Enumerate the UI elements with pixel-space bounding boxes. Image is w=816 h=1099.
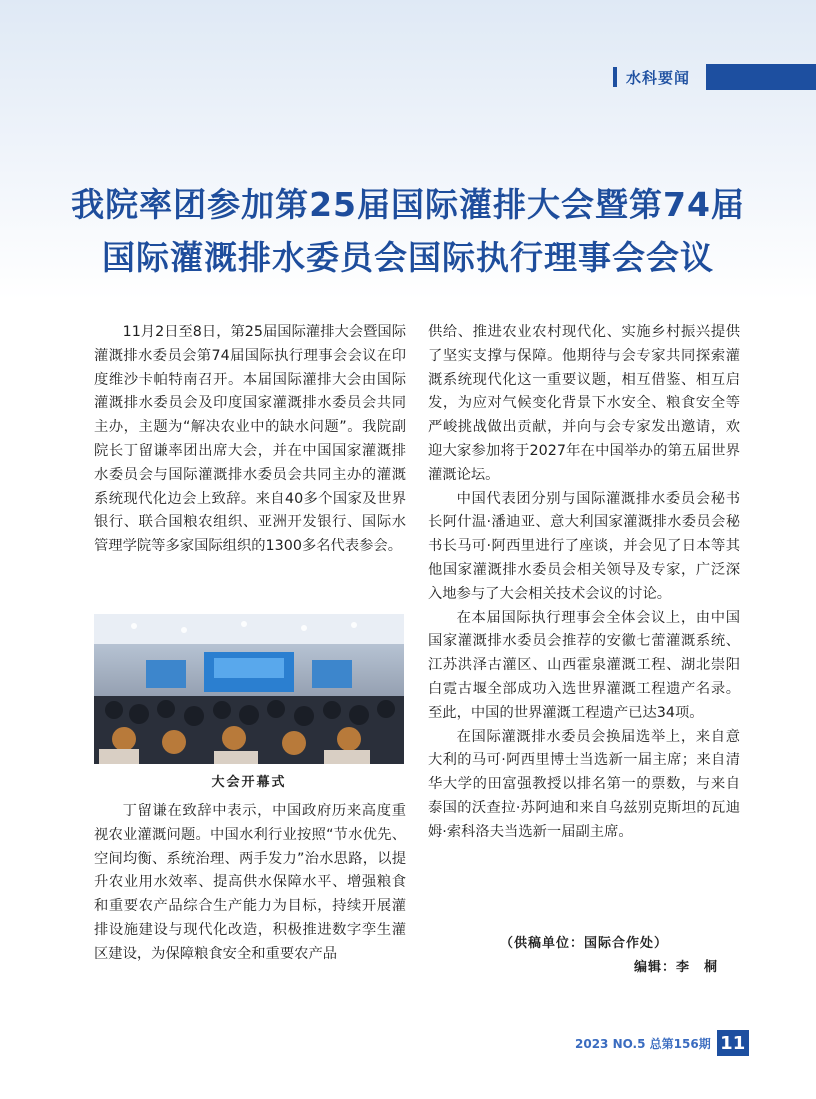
paragraph: 丁留谦在致辞中表示，中国政府历来高度重视农业灌溉问题。中国水利行业按照“节水优先、空间均衡、系统治理、两手发力”治水思路，以提升农业用水效率、提高供水保障水平、增强粮食和重要农产品综合生产能力为目标，持续开展灌排设施建设与现代化改造，积极推进数字孪生灌区建设，为保障粮食安全和重要农产品	[94, 803, 406, 962]
paragraph: 中国代表团分别与国际灌溉排水委员会秘书长阿什温·潘迪亚、意大利国家灌溉排水委员会秘书长马可·阿西里进行了座谈，并会见了日本等其他国家灌溉排水委员会相关领导及专家，广泛深入地参与了大会相关技术会议的讨论。	[428, 490, 740, 602]
section-label: 水科要闻	[626, 68, 691, 87]
left-column-top	[94, 321, 406, 559]
paragraph: 在本届国际执行理事会全体会议上，由中国国家灌溉排水委员会推荐的安徽七蕾灌溉系统、江苏洪泽古灌区、山西霍泉灌溉工程、湖北崇阳白霓古堰全部成功入选世界灌溉工程遗产名录。至此，中国的世界灌溉工程遗产已达34项。	[428, 609, 740, 721]
left-column-bottom	[94, 800, 406, 967]
page-footer	[575, 1030, 749, 1056]
article-title	[0, 178, 816, 284]
section-header	[613, 64, 690, 90]
header-stripe	[706, 64, 816, 90]
conference-photo-illustration	[94, 614, 404, 764]
conference-photo	[94, 614, 404, 764]
editor-credit: 编辑：李 桐	[633, 960, 718, 975]
page-number: 11	[717, 1030, 749, 1056]
issue-info: 2023 NO.5 总第156期	[575, 1036, 711, 1051]
right-column	[428, 321, 740, 845]
paragraph: 11月2日至8日，第25届国际灌排大会暨国际灌溉排水委员会第74届国际执行理事会会议在印度维沙卡帕特南召开。本届国际灌排大会由国际灌溉排水委员会及印度国家灌溉排水委员会共同主办，主题为“解决农业中的缺水问题”。我院副院长丁留谦率团出席大会，并在中国国家灌溉排水委员会与国际灌溉排水委员会共同主办的灌溉系统现代化边会上致辞。来自40多个国家及世界银行、联合国粮农组织、亚洲开发银行、国际水管理学院等多家国际组织的1300多名代表参会。	[94, 324, 406, 555]
title-line-1: 我院率团参加第25届国际灌排大会暨第74届	[71, 185, 745, 224]
supplier-credit: （供稿单位：国际合作处）	[499, 936, 668, 951]
section-marker	[613, 67, 617, 87]
paragraph: 供给、推进农业农村现代化、实施乡村振兴提供了坚实支撑与保障。他期待与会专家共同探索灌溉系统现代化这一重要议题，相互借鉴、相互启发，为应对气候变化背景下水安全、粮食安全等严峻挑战做出贡献，并向与会专家发出邀请，欢迎大家参加将于2027年在中国举办的第五届世界灌溉论坛。	[428, 324, 740, 483]
photo-caption: 大会开幕式	[211, 775, 287, 790]
title-line-2: 国际灌溉排水委员会国际执行理事会会议	[102, 238, 714, 277]
paragraph: 在国际灌溉排水委员会换届选举上，来自意大利的马可·阿西里博士当选新一届主席；来自清华大学的田富强教授以排名第一的票数，与来自泰国的沃查拉·苏阿迪和来自乌兹别克斯坦的瓦迪姆·索科洛夫当选新一届副主席。	[428, 728, 740, 840]
